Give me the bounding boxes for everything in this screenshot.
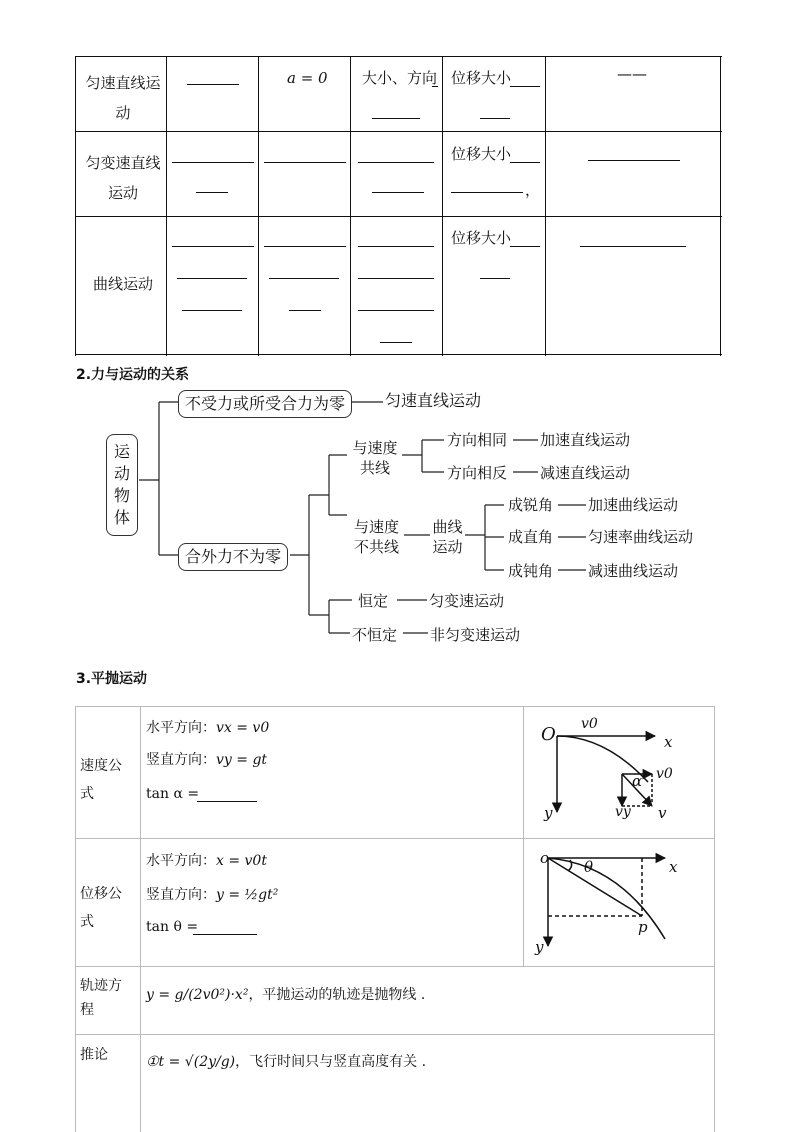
root-node: 运动物体 (106, 434, 138, 536)
answer-blank[interactable] (451, 192, 523, 193)
section-title: 2.力与运动的关系 (76, 367, 190, 383)
answer-blank[interactable] (264, 246, 346, 247)
node-collinear: 与速度共线 (352, 439, 398, 477)
result-accel-curve: 加速曲线运动 (588, 496, 679, 514)
row-type-uniform: 匀速直线运动 (85, 74, 161, 122)
result-decel-linear: 减速直线运动 (540, 464, 631, 482)
row-label-corollary: 推论 (80, 1047, 108, 1063)
section-title: 3.平抛运动 (76, 671, 148, 687)
answer-blank[interactable] (172, 162, 254, 163)
result-uniform-var: 匀变速运动 (429, 592, 505, 610)
answer-blank[interactable] (358, 162, 434, 163)
answer-blank[interactable] (510, 246, 540, 247)
answer-blank[interactable] (372, 192, 424, 193)
answer-blank[interactable] (196, 192, 228, 193)
result-accel-linear: 加速直线运动 (540, 431, 631, 449)
answer-blank[interactable] (480, 278, 510, 279)
answer-blank[interactable] (358, 310, 434, 311)
answer-blank[interactable] (197, 801, 257, 802)
answer-blank[interactable] (580, 246, 686, 247)
node-same-direction: 方向相同 (447, 431, 508, 449)
node-net-force: 合外力不为零 (178, 543, 288, 571)
formula-vx: vx = v0 (216, 720, 270, 736)
row-label-trajectory: 轨迹方程 (80, 978, 122, 1018)
acceleration-zero: a = 0 (287, 69, 328, 87)
formula-time: ①t = √(2y/g) (146, 1054, 236, 1070)
node-noncollinear: 与速度不共线 (353, 518, 399, 556)
formula-vy: vy = gt (216, 752, 268, 768)
formula-x: x = v0t (216, 853, 267, 869)
answer-blank[interactable] (172, 246, 254, 247)
answer-blank[interactable] (372, 118, 420, 119)
answer-blank[interactable] (187, 84, 239, 85)
answer-blank[interactable] (264, 162, 346, 163)
node-curve: 曲线运动 (432, 518, 463, 556)
result-decel-curve: 减速曲线运动 (588, 562, 679, 580)
answer-blank[interactable] (510, 162, 540, 163)
displacement-diagram (530, 844, 710, 962)
result-nonuniform-var: 非匀变速运动 (430, 626, 521, 644)
formula-tan-alpha: tan α = (146, 786, 200, 802)
node-right-angle: 成直角 (508, 528, 554, 546)
displacement-label: 位移大小 (451, 69, 512, 87)
row-label-displacement: 位移公式 (80, 886, 122, 930)
node-constant: 恒定 (358, 592, 389, 610)
answer-blank[interactable] (193, 934, 257, 935)
displacement-label: 位移大小 (451, 145, 512, 163)
node-opposite-direction: 方向相反 (447, 464, 508, 482)
result-uniform-linear: 匀速直线运动 (385, 391, 482, 410)
result-uniform-speed-curve: 匀速率曲线运动 (588, 528, 694, 546)
note-dash: —— (617, 65, 647, 83)
answer-blank[interactable] (510, 86, 540, 87)
formula-trajectory: y = g/(2v0²)·x² (146, 987, 249, 1003)
answer-blank[interactable] (380, 342, 412, 343)
formula-tan-theta: tan θ = (146, 919, 199, 935)
row-type-curve: 曲线运动 (92, 275, 153, 293)
answer-blank[interactable] (177, 278, 247, 279)
answer-blank[interactable] (269, 278, 339, 279)
displacement-label: 位移大小 (451, 229, 512, 247)
answer-blank[interactable] (289, 310, 321, 311)
velocity-desc: 大小、方向 (362, 69, 438, 87)
answer-blank[interactable] (182, 310, 242, 311)
answer-blank[interactable] (358, 246, 434, 247)
answer-blank[interactable] (480, 118, 510, 119)
row-label-velocity: 速度公式 (80, 758, 122, 802)
answer-blank[interactable] (358, 278, 434, 279)
node-nonconstant: 不恒定 (352, 626, 398, 644)
formula-y: y = ½gt² (216, 887, 279, 903)
row-type-uniform-accel: 匀变速直线运动 (85, 154, 161, 202)
summary-table: 匀速直线运动 a = 0 大小、方向 位移大小 —— 匀变速直线运动 位移大小 ， 曲线运动 位移大小 (75, 56, 722, 356)
node-obtuse: 成钝角 (508, 562, 554, 580)
answer-blank[interactable] (588, 160, 680, 161)
node-no-force: 不受力或所受合力为零 (178, 390, 352, 418)
node-acute: 成锐角 (508, 496, 554, 514)
